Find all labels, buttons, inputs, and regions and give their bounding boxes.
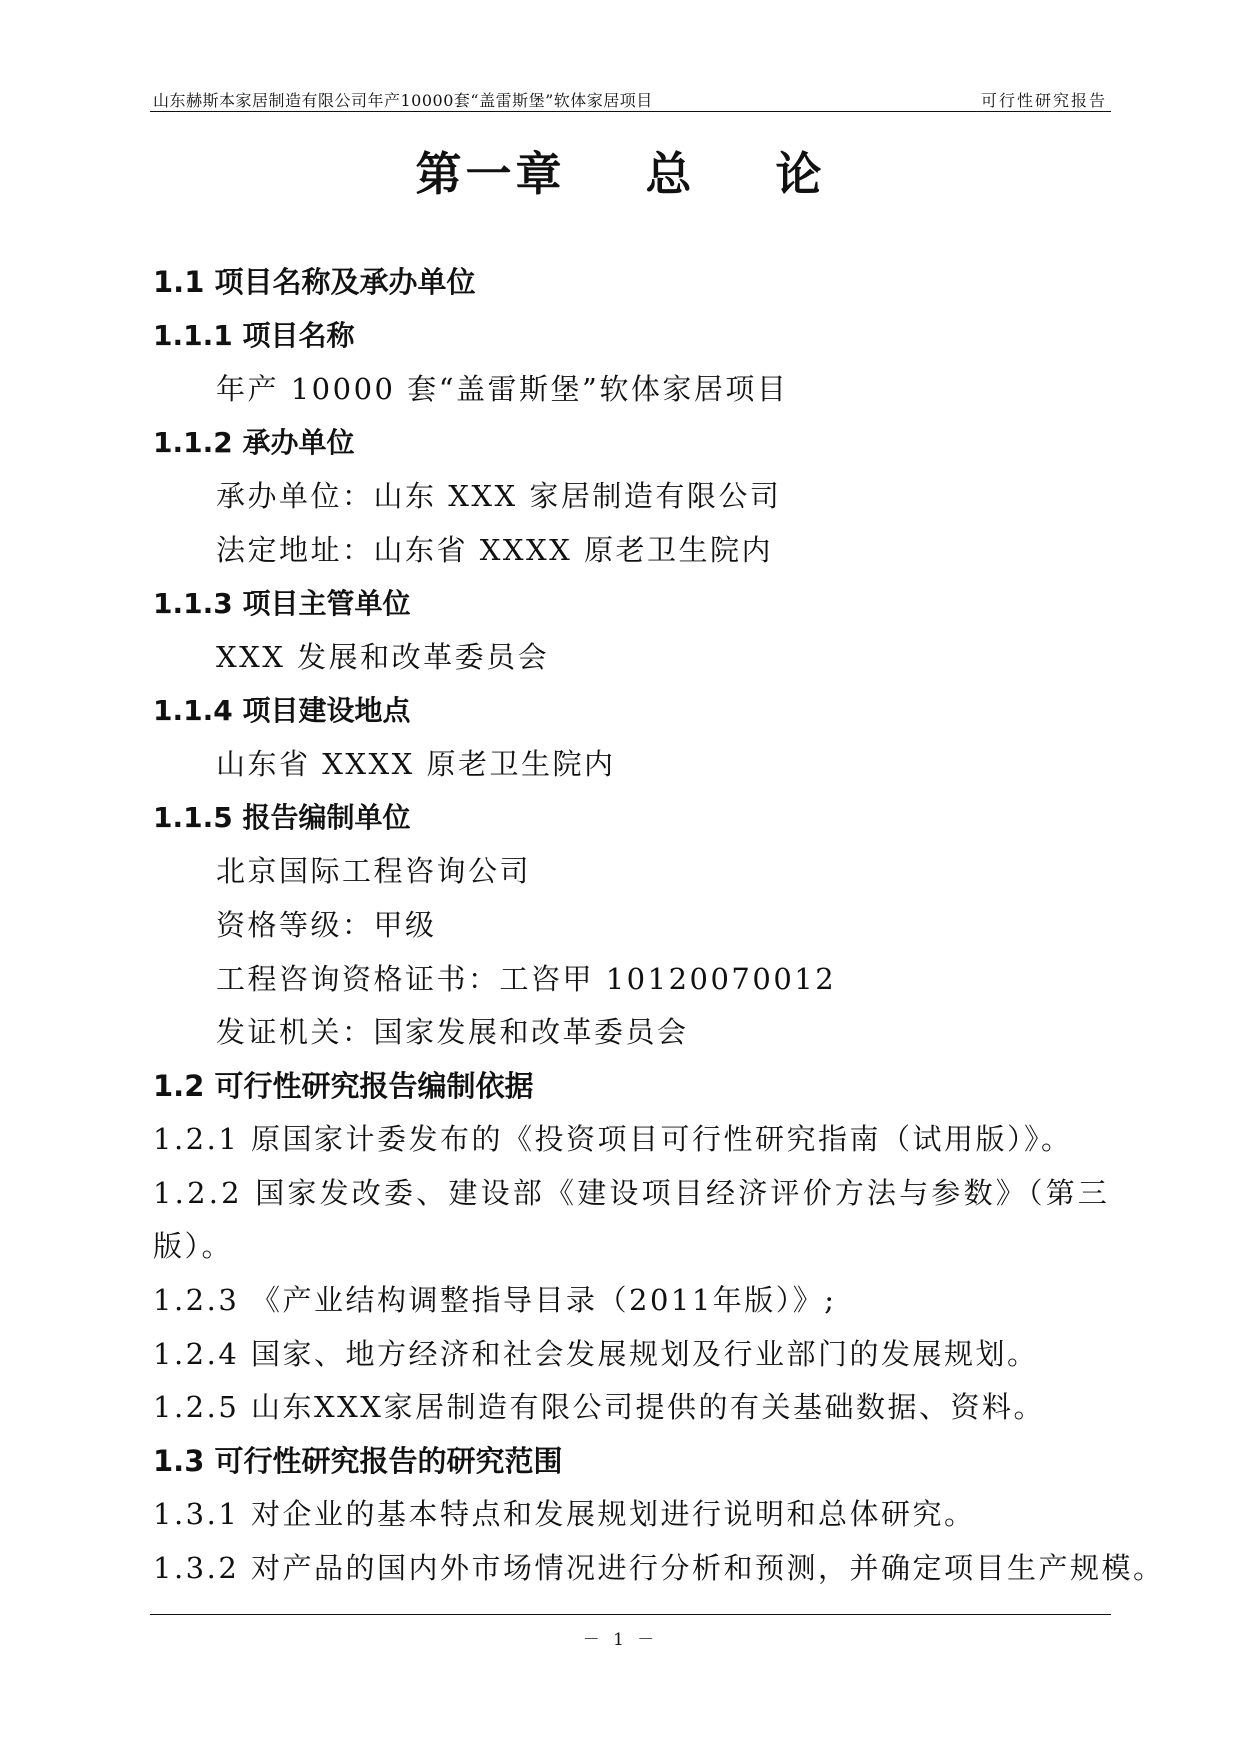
header-divider (150, 111, 1111, 112)
footer-divider (150, 1614, 1111, 1615)
section-heading-1-1-1: 1.1.1 项目名称 (153, 319, 355, 352)
certificate-text: 工程咨询资格证书：工咨甲 10120070012 (216, 962, 837, 996)
basis-item-3: 1.2.3 《产业结构调整指导目录（2011年版）》; (153, 1283, 837, 1317)
competent-unit-text: XXX 发展和改革委员会 (216, 640, 550, 674)
page-number: － 1 － (582, 1630, 659, 1650)
qualification-grade-text: 资格等级：甲级 (216, 908, 437, 942)
chapter-title: 第一章 总 论 (415, 147, 826, 201)
issuing-authority-text: 发证机关：国家发展和改革委员会 (216, 1015, 689, 1049)
section-heading-1-1: 1.1 项目名称及承办单位 (153, 265, 476, 299)
section-heading-1-1-4: 1.1.4 项目建设地点 (153, 694, 411, 727)
basis-item-4: 1.2.4 国家、地方经济和社会发展规划及行业部门的发展规划。 (153, 1337, 1039, 1371)
project-name-text: 年产 10000 套“盖雷斯堡”软体家居项目 (216, 372, 789, 406)
scope-item-1: 1.3.1 对企业的基本特点和发展规划进行说明和总体研究。 (153, 1497, 976, 1531)
basis-item-5: 1.2.5 山东XXX家居制造有限公司提供的有关基础数据、资料。 (153, 1390, 1045, 1424)
section-heading-1-3: 1.3 可行性研究报告的研究范围 (153, 1444, 563, 1478)
section-heading-1-1-5: 1.1.5 报告编制单位 (153, 801, 411, 834)
construction-site-text: 山东省 XXXX 原老卫生院内 (216, 747, 616, 781)
compiler-text: 北京国际工程咨询公司 (216, 854, 532, 888)
section-heading-1-2: 1.2 可行性研究报告编制依据 (153, 1069, 534, 1103)
undertaker-text: 承办单位：山东 XXX 家居制造有限公司 (216, 479, 782, 513)
scope-item-2: 1.3.2 对产品的国内外市场情况进行分析和预测，并确定项目生产规模。 (153, 1551, 1165, 1585)
basis-item-2-continued: 版）。 (153, 1229, 234, 1263)
legal-address-text: 法定地址：山东省 XXXX 原老卫生院内 (216, 533, 774, 567)
basis-item-1: 1.2.1 原国家计委发布的《投资项目可行性研究指南（试用版）》。 (153, 1122, 1073, 1156)
section-heading-1-1-2: 1.1.2 承办单位 (153, 426, 355, 459)
basis-item-2: 1.2.2 国家发改委、建设部《建设项目经济评价方法与参数》（第三 (153, 1176, 1111, 1210)
running-header-report-type: 可行性研究报告 (980, 91, 1107, 110)
running-header-title: 山东赫斯本家居制造有限公司年产10000套“盖雷斯堡”软体家居项目 (153, 91, 653, 110)
section-heading-1-1-3: 1.1.3 项目主管单位 (153, 587, 411, 620)
